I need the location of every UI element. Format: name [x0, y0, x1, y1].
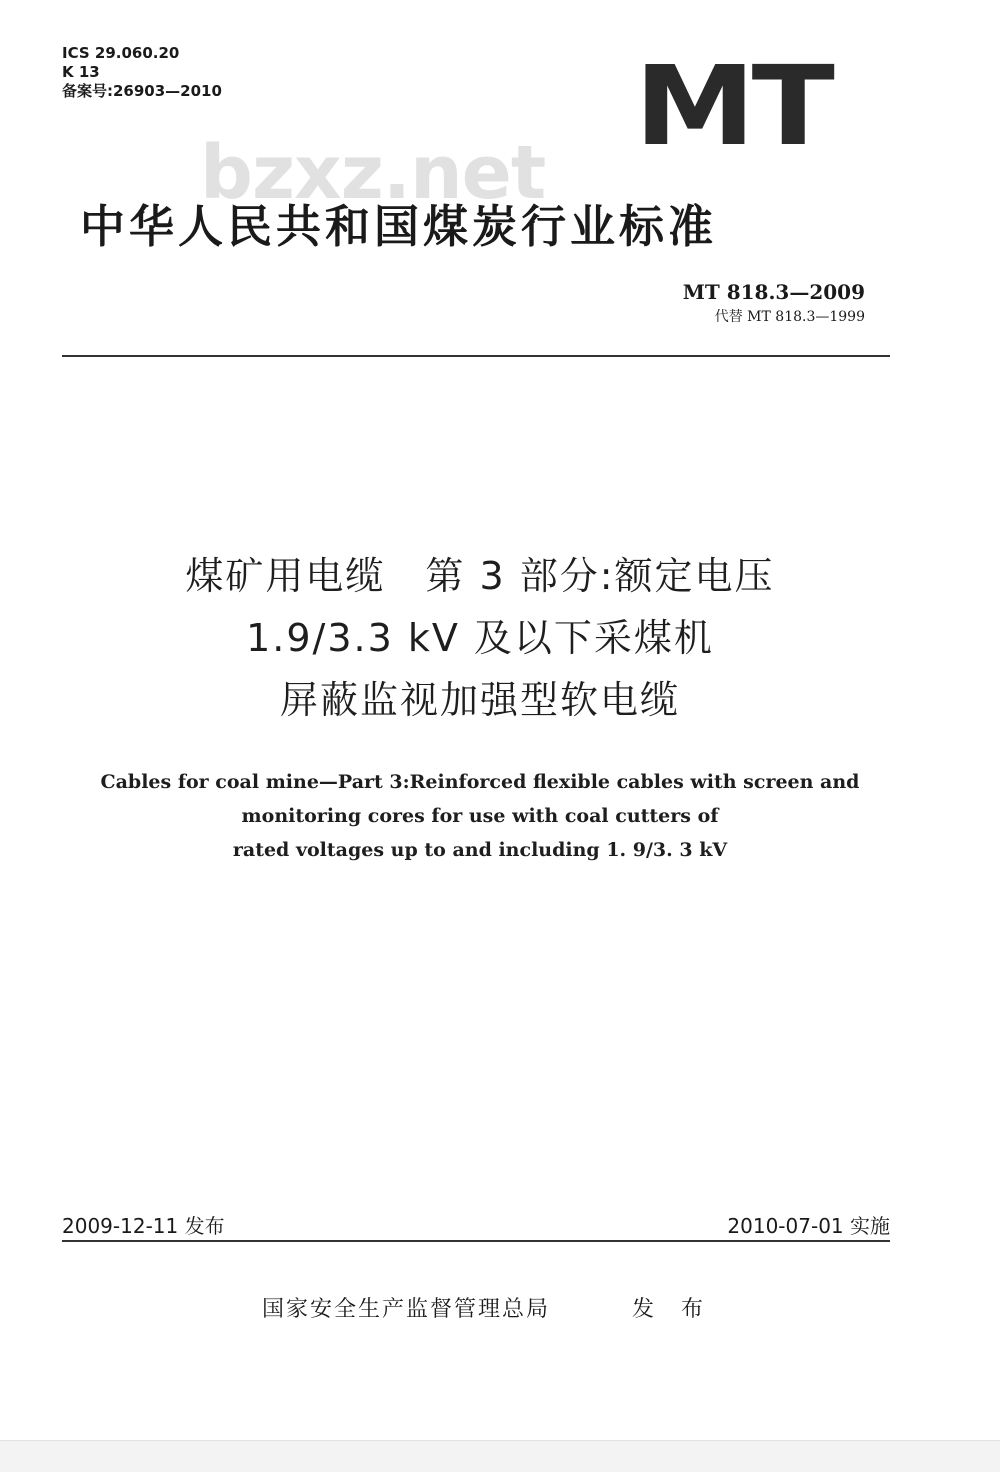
national-standard-title: 中华人民共和国煤炭行业标准: [80, 200, 718, 253]
replaces-number: 代替 MT 818.3—1999: [714, 309, 865, 325]
viewer-bottom-strip: [0, 1440, 1000, 1472]
top-divider: [62, 355, 890, 357]
watermark: bzxz.net: [200, 130, 546, 216]
standard-number-block: [683, 280, 865, 326]
ics-code: ICS 29.060.20: [62, 44, 180, 62]
publisher-name: 国家安全生产监督管理总局: [262, 1297, 551, 1322]
mt-logo: MT: [634, 42, 831, 170]
bottom-divider: [62, 1240, 890, 1242]
english-title-line: monitoring cores for use with coal cutters of: [241, 805, 719, 827]
issue-date: 2009-12-11 发布: [62, 1214, 225, 1238]
chinese-title-line: 1.9/3.3 kV 及以下采煤机: [246, 616, 714, 660]
chinese-title-line: 屏蔽监视加强型软电缆: [279, 678, 680, 722]
implementation-date: 2010-07-01 实施: [727, 1214, 890, 1238]
ccs-code: K 13: [62, 63, 100, 81]
filing-number: 备案号:26903—2010: [62, 82, 222, 100]
standard-number: MT 818.3—2009: [682, 280, 865, 304]
english-title-line: Cables for coal mine—Part 3:Reinforced flexible cables with screen and: [100, 771, 860, 793]
english-title: [90, 765, 870, 867]
english-title-line: rated voltages up to and including 1. 9/3. 3 kV: [232, 839, 728, 861]
chinese-title: [100, 545, 860, 731]
classification-block: [62, 44, 222, 101]
publish-label: 发 布: [632, 1297, 713, 1322]
chinese-title-line: 煤矿用电缆 第 3 部分:额定电压: [185, 554, 775, 598]
date-row: [62, 1210, 890, 1242]
